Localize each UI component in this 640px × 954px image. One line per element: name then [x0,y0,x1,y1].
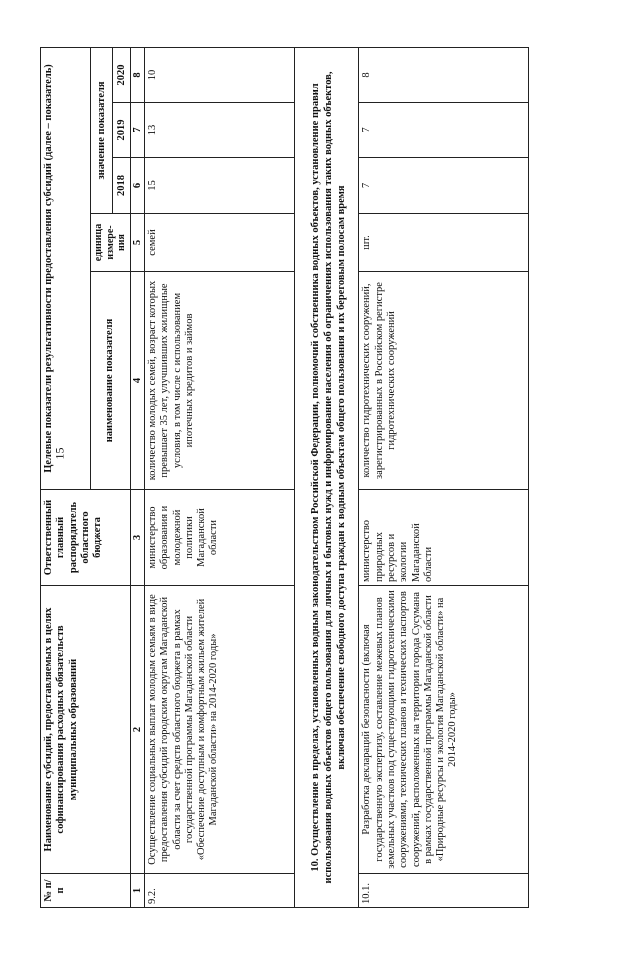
page-number: 15 [52,447,67,460]
subsidy-name: Разработка деклараций безопасности (включая государственную экспертизу, составление межевых планов земельных участков под существующими гидротехническими сооружениями, технических планов и технических паспортов сооружений, расположенных на территории города Сусумана в рамках государственной программы Магаданской области «Природные ресурсы и экология Магаданской области» на 2014-2020 годы» [359,586,529,874]
header-year-2020: 2020 [113,47,131,102]
responsible-body: министерство образования и молодежной политики Магаданской области [145,490,295,586]
column-number: 5 [131,214,145,272]
header-number: № п/п [41,874,131,908]
row-number: 9.2. [145,874,295,908]
header-year-2019: 2019 [113,103,131,158]
rotated-page-content [40,48,620,908]
header-targets-group: Целевые показатели результативности предоставления субсидий (далее – показатель) [41,47,91,489]
unit-cell: шт. [359,214,529,272]
indicator-name: количество молодых семей, возраст которых превышает 35 лет, улучшивших жилищные условия, в том числе с использованием ипотечных кредитов и займов [145,272,295,490]
subsidy-name: Осуществление социальных выплат молодым семьям в виде предоставления субсидий городским округам Магаданской области за счет средств областного бюджета в рамках государственной программы Магаданской области «Обеспечение доступным и комфортным жильем жителей Магаданской области» на 2014-2020 годы» [145,586,295,874]
column-number: 3 [131,490,145,586]
header-indicator-name: наименование показателя [91,272,131,490]
table-row [145,47,295,907]
column-number: 1 [131,874,145,908]
column-number: 7 [131,103,145,158]
header-unit: единица измере-ния [91,214,131,272]
indicator-name: количество гидротехнических сооружений, зарегистрированных в Российском регистре гидротехнических сооружений [359,272,529,490]
header-responsible: Ответственный главный распорядитель областного бюджета [41,490,131,586]
column-number: 2 [131,586,145,874]
value-2020: 10 [145,47,295,102]
value-2019: 13 [145,103,295,158]
subsidy-table [40,47,529,908]
table-row [359,47,529,907]
header-subsidy-name: Наименование субсидий, предоставляемых в целях софинансирования расходных обязательств муниципальных образований [41,586,131,874]
section-10-title: 10. Осуществление в пределах, установленных водным законодательством Российской Федерации, полномочий собственника водных объектов, установление правил использования водных объектов общего пользования для личных и бытовых нужд и информирование населения об ограничениях использования таких водных объектов, включая обеспечение свободного доступа граждан к водным объектам общего пользования и их береговым полосам время [295,47,359,907]
section-header-row [295,47,359,907]
row-number: 10.1. [359,874,529,908]
column-number: 8 [131,47,145,102]
value-2018: 15 [145,158,295,214]
header-year-2018: 2018 [113,158,131,214]
column-number: 6 [131,158,145,214]
column-number: 4 [131,272,145,490]
value-2019: 7 [359,103,529,158]
responsible-body: министерство природных ресурсов и экологии Магаданской области [359,490,529,586]
value-2018: 7 [359,158,529,214]
unit-cell: семей [145,214,295,272]
value-2020: 8 [359,47,529,102]
header-value-group: значение показателя [91,47,113,213]
